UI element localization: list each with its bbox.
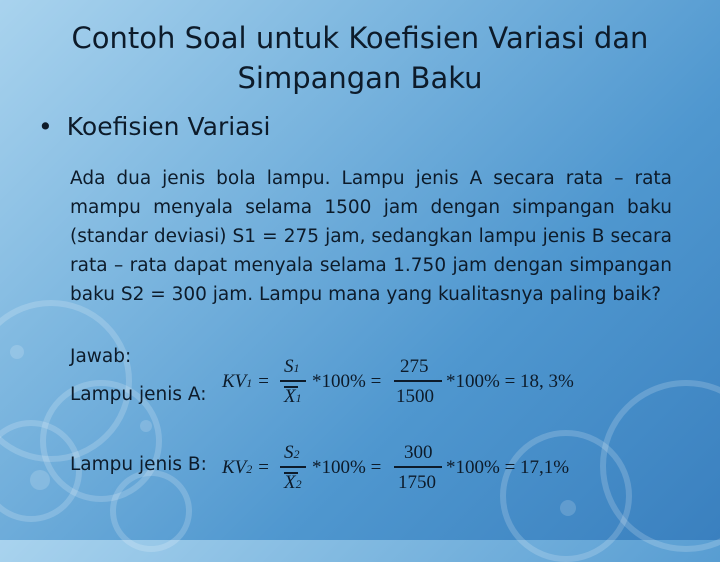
title-line-1: Contoh Soal untuk Koefisien Variasi dan — [71, 21, 649, 55]
lamp-b-label: Lampu jenis B: — [70, 454, 207, 475]
problem-paragraph: Ada dua jenis bola lampu. Lampu jenis A secara rata – rata mampu menyala selama 1500 jam dengan simpangan baku (standar deviasi) S1 = 275 jam, sedangkan lampu jenis B secara rata – rata dapat menyala selama 1.750 jam dengan simpangan baku S2 = 300 jam. Lampu mana yang kualitasnya paling baik? — [70, 168, 672, 305]
formula-b — [222, 440, 602, 500]
formula-a-num-val: 275 — [400, 356, 429, 377]
lamp-a-label: Lampu jenis A: — [70, 384, 207, 405]
formula-a-frac2-line — [394, 380, 442, 382]
bullet-label: Koefisien Variasi — [66, 112, 271, 141]
formula-b-times: *100% = — [312, 457, 382, 478]
formula-a-den-val: 1500 — [396, 386, 434, 407]
background-dot — [140, 420, 152, 432]
formula-b-result: *100% = 17,1% — [446, 457, 570, 478]
background-dot — [30, 470, 50, 490]
formula-b-den-var: X2 — [284, 472, 302, 493]
formula-a-times: *100% = — [312, 371, 382, 392]
formula-a — [222, 352, 602, 412]
formula-b-num-var: S2 — [284, 442, 300, 463]
background-dot — [10, 345, 24, 359]
bullet-icon: • — [38, 112, 53, 141]
background-dot — [560, 500, 576, 516]
formula-a-num-var: S1 — [284, 356, 300, 377]
formula-b-den-val: 1750 — [398, 472, 436, 493]
formula-a-frac1-line — [280, 380, 306, 382]
formula-b-frac1-line — [280, 466, 306, 468]
formula-b-frac2-line — [394, 466, 442, 468]
answer-label: Jawab: — [70, 346, 132, 367]
formula-a-lhs: KV1 = — [222, 371, 270, 392]
title-line-2: Simpangan Baku — [237, 61, 483, 95]
formula-a-den-var: X1 — [284, 386, 302, 407]
bullet-item — [38, 112, 270, 141]
formula-a-result: *100% = 18, 3% — [446, 371, 574, 392]
formula-b-lhs: KV2 = — [222, 457, 270, 478]
slide-title — [20, 18, 700, 98]
formula-b-num-val: 300 — [404, 442, 433, 463]
